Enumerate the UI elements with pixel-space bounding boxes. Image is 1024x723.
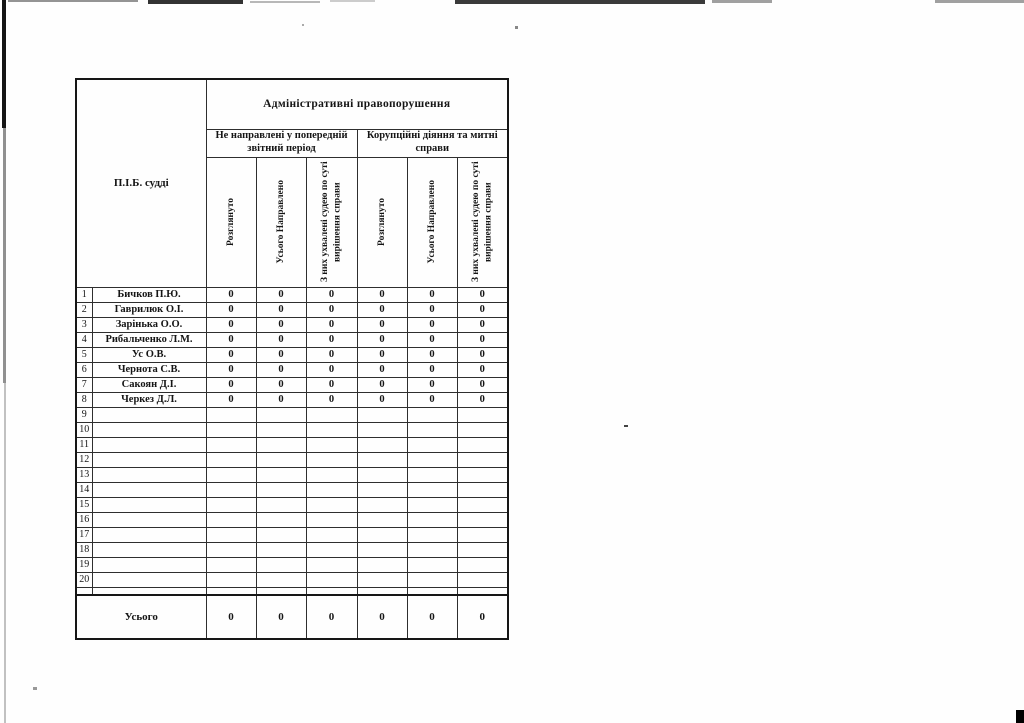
totals-row (76, 595, 508, 639)
row-number: 20 (76, 572, 92, 587)
data-value (206, 482, 256, 497)
scan-artifact-left-edge (2, 0, 6, 128)
scan-artifact-top-smudge (935, 0, 1024, 3)
row-number: 14 (76, 482, 92, 497)
row-number: 4 (76, 332, 92, 347)
judge-name (92, 407, 206, 422)
table-row (76, 332, 508, 347)
scan-artifact-speck (302, 24, 304, 26)
column-header-label: Усього Направлено (275, 180, 286, 264)
table-row (76, 437, 508, 452)
data-value: 0 (457, 392, 508, 407)
data-value (206, 542, 256, 557)
data-value: 0 (457, 377, 508, 392)
column-header (256, 157, 306, 287)
data-value (206, 512, 256, 527)
spacer-cell (256, 587, 306, 595)
spacer-cell (92, 587, 206, 595)
data-value: 0 (357, 362, 407, 377)
data-value (206, 497, 256, 512)
table-row (76, 497, 508, 512)
column-header (357, 157, 407, 287)
judge-name (92, 557, 206, 572)
table-footer (76, 587, 508, 639)
data-value (306, 422, 357, 437)
data-value (457, 407, 508, 422)
data-value (306, 542, 357, 557)
row-number: 13 (76, 467, 92, 482)
data-value (357, 527, 407, 542)
data-value (457, 452, 508, 467)
data-value (256, 452, 306, 467)
judge-name: Бичков П.Ю. (92, 287, 206, 302)
data-value (306, 482, 357, 497)
judge-name (92, 482, 206, 497)
scan-artifact-top-smudge (330, 0, 375, 2)
group-header-not-forwarded: Не направлені у попередній звітний період (206, 129, 357, 157)
data-value (357, 407, 407, 422)
data-value: 0 (256, 317, 306, 332)
data-value: 0 (407, 332, 457, 347)
table-row (76, 512, 508, 527)
data-value (306, 437, 357, 452)
table-row (76, 407, 508, 422)
row-number: 6 (76, 362, 92, 377)
judge-name: Гаврилюк О.І. (92, 302, 206, 317)
data-value: 0 (407, 317, 457, 332)
data-value (457, 437, 508, 452)
judge-name (92, 422, 206, 437)
data-value (256, 467, 306, 482)
scan-artifact-top-smudge (8, 0, 138, 2)
data-value (206, 527, 256, 542)
judge-name (92, 497, 206, 512)
data-value (407, 482, 457, 497)
data-value (306, 407, 357, 422)
row-number: 11 (76, 437, 92, 452)
data-value (457, 542, 508, 557)
row-number: 7 (76, 377, 92, 392)
table-row (76, 422, 508, 437)
table-row (76, 317, 508, 332)
table-header (76, 79, 508, 287)
data-value (206, 557, 256, 572)
table-row (76, 467, 508, 482)
data-value: 0 (256, 392, 306, 407)
data-value (306, 572, 357, 587)
row-number: 10 (76, 422, 92, 437)
data-value (357, 542, 407, 557)
scan-artifact-top-smudge (250, 1, 320, 3)
judge-name: Рибальченко Л.М. (92, 332, 206, 347)
data-value (357, 452, 407, 467)
data-value: 0 (306, 332, 357, 347)
row-number: 18 (76, 542, 92, 557)
data-value (306, 512, 357, 527)
data-value (256, 512, 306, 527)
data-value (256, 542, 306, 557)
data-value: 0 (407, 287, 457, 302)
column-header-label: З них ухвалені судею по суті вирішення справи (320, 161, 343, 283)
totals-value: 0 (457, 595, 508, 639)
data-value (306, 497, 357, 512)
data-value (206, 407, 256, 422)
data-value (256, 407, 306, 422)
spacer-cell (357, 587, 407, 595)
data-value (407, 572, 457, 587)
data-value (256, 527, 306, 542)
table-row (76, 542, 508, 557)
data-value: 0 (457, 347, 508, 362)
table-row (76, 572, 508, 587)
group-header-corruption: Корупційні діяння та митні справи (357, 129, 508, 157)
data-value (457, 482, 508, 497)
table-row (76, 302, 508, 317)
row-number: 1 (76, 287, 92, 302)
row-number: 2 (76, 302, 92, 317)
table-body (76, 287, 508, 587)
spacer-cell (306, 587, 357, 595)
judge-name: Зарінька О.О. (92, 317, 206, 332)
data-value: 0 (457, 287, 508, 302)
data-value: 0 (256, 377, 306, 392)
data-value: 0 (357, 302, 407, 317)
totals-value: 0 (206, 595, 256, 639)
data-value (256, 572, 306, 587)
data-value (306, 467, 357, 482)
data-value: 0 (357, 347, 407, 362)
judge-name (92, 437, 206, 452)
data-value: 0 (256, 362, 306, 377)
column-header (206, 157, 256, 287)
totals-value: 0 (357, 595, 407, 639)
main-header: Адміністративні правопорушення (206, 79, 508, 129)
totals-value: 0 (256, 595, 306, 639)
scan-artifact-left-edge (4, 383, 6, 723)
scan-artifact-top-smudge (148, 0, 243, 4)
data-value (407, 527, 457, 542)
row-number: 9 (76, 407, 92, 422)
data-value (306, 557, 357, 572)
row-number: 5 (76, 347, 92, 362)
data-value: 0 (407, 392, 457, 407)
scan-artifact-left-edge (3, 128, 6, 383)
data-value: 0 (357, 287, 407, 302)
data-value (256, 557, 306, 572)
data-value (306, 527, 357, 542)
data-value: 0 (306, 347, 357, 362)
table-row (76, 347, 508, 362)
judge-name: Ус О.В. (92, 347, 206, 362)
judge-name (92, 512, 206, 527)
spacer-cell (76, 587, 92, 595)
totals-label: Усього (76, 595, 206, 639)
data-value (256, 482, 306, 497)
data-value (256, 497, 306, 512)
table-row (76, 452, 508, 467)
judge-name (92, 452, 206, 467)
table-row (76, 287, 508, 302)
data-value (357, 482, 407, 497)
data-value: 0 (407, 302, 457, 317)
data-value: 0 (457, 362, 508, 377)
data-value: 0 (206, 392, 256, 407)
table-row (76, 362, 508, 377)
data-value: 0 (306, 362, 357, 377)
data-value (407, 437, 457, 452)
data-value: 0 (306, 302, 357, 317)
data-value: 0 (206, 362, 256, 377)
data-value: 0 (206, 317, 256, 332)
judge-name (92, 527, 206, 542)
judge-name (92, 542, 206, 557)
data-value: 0 (306, 377, 357, 392)
table-row (76, 527, 508, 542)
pib-header: П.І.Б. судді (76, 79, 206, 287)
spacer-cell (407, 587, 457, 595)
row-number: 8 (76, 392, 92, 407)
judge-name (92, 467, 206, 482)
data-value (206, 572, 256, 587)
data-value (457, 572, 508, 587)
spacer-cell (206, 587, 256, 595)
row-number: 19 (76, 557, 92, 572)
data-value: 0 (206, 377, 256, 392)
data-value (457, 512, 508, 527)
data-value: 0 (407, 377, 457, 392)
scan-artifact-corner-mark (1016, 710, 1024, 723)
data-value: 0 (206, 347, 256, 362)
data-value (206, 437, 256, 452)
data-value (407, 407, 457, 422)
data-value: 0 (206, 287, 256, 302)
data-value (256, 422, 306, 437)
row-number: 3 (76, 317, 92, 332)
data-value (357, 512, 407, 527)
data-value (357, 422, 407, 437)
row-number: 15 (76, 497, 92, 512)
data-value (206, 467, 256, 482)
judge-name (92, 572, 206, 587)
data-value: 0 (357, 377, 407, 392)
data-value: 0 (407, 362, 457, 377)
data-value (457, 422, 508, 437)
data-value (407, 512, 457, 527)
scan-artifact-top-smudge (455, 0, 705, 4)
data-value: 0 (457, 302, 508, 317)
data-value (306, 452, 357, 467)
data-value: 0 (206, 332, 256, 347)
spacer-cell (457, 587, 508, 595)
data-value: 0 (306, 287, 357, 302)
scan-artifact-speck (33, 687, 37, 690)
data-value (357, 467, 407, 482)
spacer-row (76, 587, 508, 595)
row-number: 12 (76, 452, 92, 467)
row-number: 16 (76, 512, 92, 527)
data-value (407, 557, 457, 572)
data-value: 0 (306, 317, 357, 332)
data-value: 0 (206, 302, 256, 317)
column-header-label: Усього Направлено (426, 180, 437, 264)
data-value (407, 452, 457, 467)
data-value: 0 (256, 347, 306, 362)
data-value (457, 497, 508, 512)
data-value (357, 497, 407, 512)
data-value (357, 437, 407, 452)
data-value: 0 (357, 332, 407, 347)
row-number: 17 (76, 527, 92, 542)
totals-value: 0 (407, 595, 457, 639)
table-row (76, 392, 508, 407)
data-value (407, 467, 457, 482)
data-value (457, 527, 508, 542)
data-value (256, 437, 306, 452)
data-value (457, 557, 508, 572)
table-row (76, 377, 508, 392)
data-value: 0 (306, 392, 357, 407)
column-header (457, 157, 508, 287)
data-value (407, 422, 457, 437)
data-value: 0 (256, 302, 306, 317)
scan-artifact-speck (515, 26, 518, 29)
scan-artifact-speck (624, 425, 628, 427)
data-value (457, 467, 508, 482)
column-header-label: Розглянуто (225, 198, 236, 246)
column-header-label: Розглянуто (376, 198, 387, 246)
data-value: 0 (457, 332, 508, 347)
scan-artifact-top-smudge (712, 0, 772, 3)
data-value (206, 452, 256, 467)
data-value: 0 (357, 317, 407, 332)
judge-name: Сакоян Д.І. (92, 377, 206, 392)
judge-name: Черкез Д.Л. (92, 392, 206, 407)
data-value (407, 497, 457, 512)
totals-value: 0 (306, 595, 357, 639)
column-header (407, 157, 457, 287)
data-value (407, 542, 457, 557)
table-row (76, 557, 508, 572)
data-value: 0 (407, 347, 457, 362)
judge-name: Чернота С.В. (92, 362, 206, 377)
column-header (306, 157, 357, 287)
data-value: 0 (256, 332, 306, 347)
data-value: 0 (357, 392, 407, 407)
data-value: 0 (256, 287, 306, 302)
judges-report-table (75, 78, 509, 640)
table-row (76, 482, 508, 497)
data-value (357, 572, 407, 587)
column-header-label: З них ухвалені судею по суті вирішення справи (470, 161, 494, 283)
data-value: 0 (457, 317, 508, 332)
data-value (206, 422, 256, 437)
data-value (357, 557, 407, 572)
